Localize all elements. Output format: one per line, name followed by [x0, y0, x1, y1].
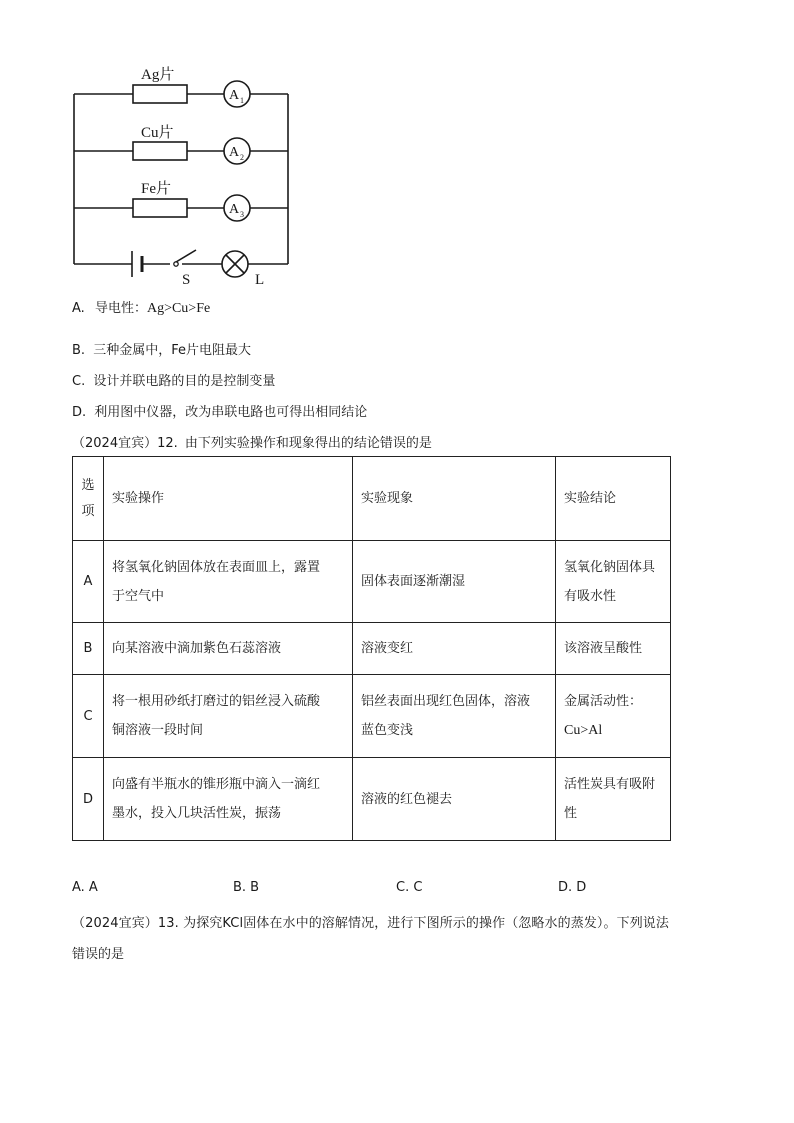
resistor-label-cu: Cu片 [141, 125, 174, 141]
cell-line: 溶液变红 [361, 641, 414, 656]
answer-choice-a: A. A [72, 880, 98, 895]
circuit-diagram [0, 0, 320, 300]
row-conclusion [556, 623, 671, 675]
header-option-label: 选项 [81, 477, 95, 519]
header-conclusion: 实验结论 [556, 457, 671, 541]
row-conclusion [556, 541, 671, 623]
option-letter: A. [72, 301, 85, 316]
cell-line: 铝丝表面出现红色固体，溶液 [361, 694, 531, 709]
experiment-table [72, 456, 671, 841]
row-option: A [73, 541, 104, 623]
option-text: 导电性： [94, 301, 147, 316]
table-row [73, 623, 671, 675]
cell-line: 固体表面逐渐潮湿 [361, 574, 466, 589]
q11-option-a [72, 297, 210, 317]
option-formula: Ag>Cu>Fe [146, 301, 211, 316]
row-phenomenon [353, 541, 556, 623]
row-phenomenon [353, 675, 556, 758]
cell-line: 铜溶液一段时间 [112, 723, 204, 738]
cell-line: 金属活动性： [564, 694, 643, 709]
cell-line: 蓝色变浅 [361, 723, 414, 738]
ammeter-sub-1: 1 [240, 96, 244, 105]
cell-line: 向某溶液中滴加紫色石蕊溶液 [112, 641, 282, 656]
row-operation [104, 623, 353, 675]
cell-line: 将一根用砂纸打磨过的铝丝浸入硫酸 [112, 694, 321, 709]
cell-line: 活性炭具有吸附 [564, 777, 656, 792]
ammeter-label-2: A [229, 145, 240, 160]
row-operation [104, 541, 353, 623]
cell-line: 向盛有半瓶水的锥形瓶中滴入一滴红 [112, 777, 321, 792]
table-row [73, 541, 671, 623]
q12-stem [72, 432, 432, 451]
cell-line: 该溶液呈酸性 [564, 641, 643, 656]
table-row [73, 675, 671, 758]
ammeter-label-1: A [229, 88, 240, 103]
table-header-row [73, 457, 671, 541]
option-text: 三种金属中，Fe片电阻最大 [93, 343, 251, 358]
header-phenomenon: 实验现象 [353, 457, 556, 541]
q11-option-d [72, 401, 367, 420]
question-text: 由下列实验操作和现象得出的结论错误的是 [184, 436, 432, 451]
resistor-fe [133, 199, 187, 217]
answer-choice-c: C. C [396, 880, 423, 895]
row-operation [104, 758, 353, 841]
option-text: 利用图中仪器，改为串联电路也可得出相同结论 [94, 405, 368, 420]
row-phenomenon [353, 623, 556, 675]
cell-line: 墨水，投入几块活性炭，振荡 [112, 806, 282, 821]
cell-line: 于空气中 [112, 588, 165, 604]
lamp-symbol [222, 251, 248, 277]
ammeter-sub-2: 2 [240, 153, 244, 162]
cell-line: 性 [564, 806, 578, 821]
ammeter-label-3: A [229, 202, 240, 217]
header-option [73, 457, 104, 541]
option-letter: D. [72, 405, 87, 420]
row-conclusion [556, 758, 671, 841]
cell-line: 溶液的红色褪去 [361, 791, 453, 807]
table-row [73, 758, 671, 841]
question-source: （2024宜宾）12. [72, 436, 178, 451]
ammeter-sub-3: 3 [240, 210, 244, 219]
row-operation [104, 675, 353, 758]
answer-choice-d: D. D [558, 880, 587, 895]
q13-stem-line2: 错误的是 [72, 947, 125, 962]
option-text: 设计并联电路的目的是控制变量 [93, 374, 276, 389]
q11-option-c [72, 370, 275, 389]
cell-line: 有吸水性 [564, 588, 617, 604]
row-phenomenon [353, 758, 556, 841]
option-letter: B. [72, 343, 86, 358]
cell-formula: Cu>Al [564, 723, 603, 738]
resistor-label-ag: Ag片 [141, 67, 175, 83]
resistor-ag [133, 85, 187, 103]
row-option: C [73, 675, 104, 758]
option-letter: C. [72, 374, 86, 389]
battery-symbol [132, 251, 142, 277]
header-operation: 实验操作 [104, 457, 353, 541]
q11-option-b [72, 339, 251, 358]
row-option: B [73, 623, 104, 675]
switch-label: S [182, 272, 191, 288]
answer-choice-b: B. B [233, 880, 260, 895]
cell-line: 氢氧化钠固体具 [564, 559, 656, 575]
cell-line: 将氢氧化钠固体放在表面皿上，露置 [112, 559, 321, 575]
q13-stem-line1: （2024宜宾）13. 为探究KCl固体在水中的溶解情况，进行下图所示的操作（忽略水的蒸发）。下列说法 [72, 916, 669, 931]
lamp-label: L [255, 272, 265, 288]
row-conclusion [556, 675, 671, 758]
resistor-label-fe: Fe片 [141, 181, 172, 197]
row-option: D [73, 758, 104, 841]
resistor-cu [133, 142, 187, 160]
